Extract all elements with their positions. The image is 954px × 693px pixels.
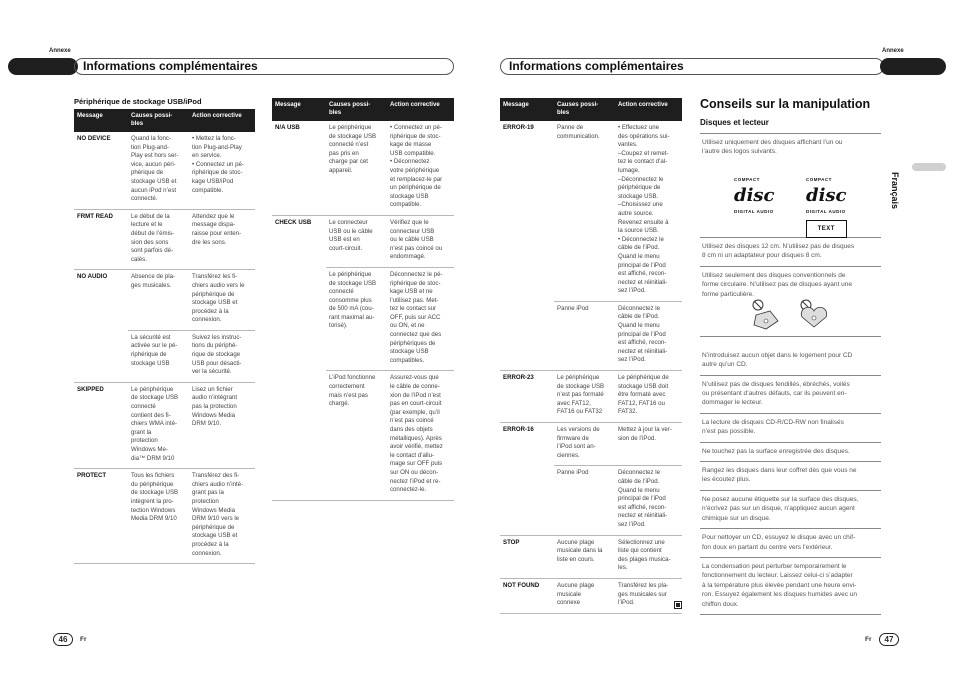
message-cell: STOP <box>500 535 554 578</box>
disques-subtitle: Disques et lecteur <box>700 118 769 127</box>
col-header-action: Action corrective <box>387 98 454 121</box>
side-language-label: Français <box>890 172 900 210</box>
col-header-message: Message <box>500 98 554 121</box>
conseil-item: Ne posez aucune étiquette sur la surface des disques, n’écrivez pas sur un disque, n’appliquez aucun agent chimique sur un disque. <box>700 491 881 529</box>
cause-cell: Panne de communication. <box>554 121 615 301</box>
table-row <box>74 209 255 270</box>
message-cell: ERROR-23 <box>500 371 554 423</box>
action-cell: Attendez que le message dispa- raisse pour enten- dre les sons. <box>189 209 255 270</box>
compact-disc-text-logo <box>806 172 847 238</box>
message-cell: N/A USB <box>272 121 326 215</box>
table-row <box>74 382 255 468</box>
cause-cell: Absence de pla- ges musicales. <box>128 270 189 331</box>
cause-cell: Aucune plage musicale dans la liste en cours. <box>554 535 615 578</box>
cause-cell: Le périphérique de stockage USB connecté contient des fi- chiers WMA inté- grant la protection Windows Me- dia™ DRM 9/10 <box>128 382 189 468</box>
message-cell <box>272 267 326 371</box>
table-row <box>500 466 682 535</box>
logo-compact-text: COMPACT <box>734 177 760 182</box>
cause-cell: Le périphérique de stockage USB n’est pas formaté avec FAT12, FAT16 ou FAT32 <box>554 371 615 423</box>
conseil-text: Utilisez uniquement des disques affichant l’un ou l’autre des logos suivants. <box>702 139 843 156</box>
action-cell: Assurez-vous que le câble de conne- xion de l’iPod n’est pas en court-circuit (par exemple, qu’il n’est pas coincé dans des objets métalliques). Après avoir vérifié, mettez le contact d’allu- mage sur OFF puis sur ON ou décon- nectez l’iPod et re- connectez-le. <box>387 371 454 500</box>
table-row <box>500 423 682 466</box>
table-row <box>500 371 682 423</box>
table-row <box>272 121 454 215</box>
conseil-item: La condensation peut perturber temporairement le fonctionnement du lecteur. Laissez celui-ci s’adapter à la température plus élevée pendant une heure envi- ron. Essuyez également les disques humides avec un chiffon doux. <box>700 558 881 615</box>
message-cell <box>74 330 128 382</box>
lang-code-left: Fr <box>80 636 87 643</box>
conseil-item: La lecture de disques CD-R/CD-RW non finalisés n’est pas possible. <box>700 414 881 443</box>
usb-error-table-1 <box>74 109 255 564</box>
compact-disc-logo <box>734 172 775 220</box>
logo-digital-audio-text: DIGITAL AUDIO <box>806 209 846 214</box>
conseil-item: Ne touchez pas la surface enregistrée des disques. <box>700 443 881 462</box>
col-header-causes: Causes possi- bles <box>326 98 387 121</box>
action-cell: Déconnectez le câble de l’iPod. Quand le menu principal de l’iPod est affiché, recon- nectez et réinitiali- sez l’iPod. <box>615 301 682 370</box>
cause-cell: Panne iPod <box>554 466 615 535</box>
logo-text-box: TEXT <box>806 220 847 238</box>
conseil-item: Utilisez des disques 12 cm. N’utilisez pas de disques 8 cm ni un adaptateur pour disques 8 cm. <box>700 238 881 267</box>
col-header-causes: Causes possi- bles <box>128 109 189 132</box>
logo-digital-audio-text: DIGITAL AUDIO <box>734 209 774 214</box>
conseil-item <box>700 267 881 337</box>
action-cell: Mettez à jour la ver- sion de l’iPod. <box>615 423 682 466</box>
col-header-message: Message <box>74 109 128 132</box>
action-cell: Vérifiez que le connecteur USB ou le câble USB n’est pas coincé ou endommagé. <box>387 215 454 267</box>
usb-table-title: Périphérique de stockage USB/iPod <box>74 97 202 106</box>
action-cell: Transférez des fi- chiers audio n’inté- grant pas la protection Windows Media DRM 9/10 vers le périphérique de stockage USB et procédez à la connexion. <box>189 469 255 564</box>
col-header-action: Action corrective <box>189 109 255 132</box>
table-row <box>74 469 255 564</box>
table-row <box>272 371 454 500</box>
action-cell: • Effectuez une des opérations sui- vantes. –Coupez et remet- tez le contact d’al- lumage. –Déconnectez le périphérique de stockage USB. –Choisissez une autre source. Revenez ensuite à la source USB. • Déconnectez le câble de l’iPod. Quand le menu principal de l’iPod est affiché, recon- nectez et réinitiali- sez l’iPod. <box>615 121 682 301</box>
cause-cell: Le périphérique de stockage USB connecté consomme plus de 500 mA (cou- rant maximal au- torisé). <box>326 267 387 371</box>
logo-disc-text: disc <box>734 185 775 206</box>
conseils-list <box>700 133 881 615</box>
action-cell: Déconnectez le pé- riphérique de stoc- kage USB et ne l’utilisez pas. Met- tez le contact sur OFF, puis sur ACC ou ON, et ne connectez que des périphériques de stockage USB compatibles. <box>387 267 454 371</box>
header-tab-left <box>8 58 78 75</box>
usb-error-table-2 <box>272 98 454 501</box>
cause-cell: L’iPod fonctionne correctement mais n’est pas chargé. <box>326 371 387 500</box>
message-cell: NO DEVICE <box>74 132 128 209</box>
message-cell: FRMT READ <box>74 209 128 270</box>
cause-cell: Aucune plage musicale connexe <box>554 578 615 613</box>
action-cell: Lisez un fichier audio n’intégrant pas la protection Windows Media DRM 9/10. <box>189 382 255 468</box>
conseil-item <box>700 134 881 238</box>
action-cell: Le périphérique de stockage USB doit être formaté avec FAT12, FAT16 ou FAT32. <box>615 371 682 423</box>
logo-compact-text: COMPACT <box>806 177 832 182</box>
table-row <box>272 267 454 371</box>
message-cell <box>272 371 326 500</box>
annexe-label-right: Annexe <box>882 48 904 54</box>
language-side-tab <box>912 163 946 171</box>
action-cell: Suivez les instruc- tions du périphé- rique de stockage USB pour désacti- ver la sécurité. <box>189 330 255 382</box>
end-mark-icon <box>674 601 682 609</box>
cause-cell: Quand la fonc- tion Plug-and- Play est hors ser- vice, aucun péri- phérique de stockage USB et aucun iPod n’est connecté. <box>128 132 189 209</box>
message-cell: NOT FOUND <box>500 578 554 613</box>
cause-cell: Le connecteur USB ou le câble USB est en court-circuit. <box>326 215 387 267</box>
table-row <box>74 270 255 331</box>
conseil-text: Utilisez seulement des disques conventionnels de forme circulaire. N’utilisez pas de disques ayant une forme particulière. <box>702 271 852 298</box>
annexe-label-left: Annexe <box>49 48 71 54</box>
cause-cell: Les versions de firmware de l’iPod sont an- ciennes. <box>554 423 615 466</box>
left-section-header: Informations complémentaires <box>74 58 454 75</box>
conseil-item: Rangez les disques dans leur coffret dès que vous ne les écoutez plus. <box>700 462 881 491</box>
table-row <box>500 578 682 613</box>
table-row <box>500 121 682 301</box>
message-cell: ERROR-19 <box>503 124 534 131</box>
cause-cell: La sécurité est activée sur le pé- riphérique de stockage USB <box>128 330 189 382</box>
col-header-message: Message <box>272 98 326 121</box>
table-row <box>74 132 255 209</box>
col-header-causes: Causes possi- bles <box>554 98 615 121</box>
odd-shaped-discs-icon <box>748 297 838 331</box>
action-cell: Transférez les fi- chiers audio vers le périphérique de stockage USB et procédez à la connexion. <box>189 270 255 331</box>
table-row <box>500 301 682 370</box>
action-cell: Sélectionnez une liste qui contient des plages musica- les. <box>615 535 682 578</box>
message-cell: SKIPPED <box>74 382 128 468</box>
page-number-right: 47 <box>879 633 899 646</box>
conseils-title: Conseils sur la manipulation <box>700 97 871 111</box>
message-cell: PROTECT <box>74 469 128 564</box>
action-cell: • Connectez un pé- riphérique de stoc- kage de masse USB compatible. • Déconnectez votre périphérique et remplacez-le par un périphérique de stockage USB compatible. <box>387 121 454 215</box>
cause-cell: Tous les fichiers du périphérique de stockage USB intègrent la pro- tection Windows Media DRM 9/10 <box>128 469 189 564</box>
action-cell: Transférez les pla- ges musicales sur l’iPod. <box>615 578 682 613</box>
right-section-header: Informations complémentaires <box>500 58 884 75</box>
cause-cell: Le périphérique de stockage USB connecté n’est pas pris en charge par cet appareil. <box>326 121 387 215</box>
col-header-action: Action corrective <box>615 98 682 121</box>
logo-disc-text: disc <box>806 185 847 206</box>
page-number-left: 46 <box>53 633 73 646</box>
message-cell: CHECK USB <box>275 218 312 226</box>
message-cell: NO AUDIO <box>77 273 108 281</box>
header-tab-right <box>880 58 946 75</box>
table-row <box>272 215 454 267</box>
message-cell <box>500 466 554 535</box>
table-row <box>500 535 682 578</box>
table-row <box>74 330 255 382</box>
cause-cell: Panne iPod <box>554 301 615 370</box>
conseil-item: N’introduisez aucun objet dans le logement pour CD autre qu’un CD. <box>700 337 881 376</box>
cause-cell: Le début de la lecture et le début de l’émis- sion des sons sont parfois dé- calés. <box>128 209 189 270</box>
message-cell: ERROR-16 <box>503 426 534 433</box>
action-cell: Déconnectez le câble de l’iPod. Quand le menu principal de l’iPod est affiché, recon- nectez et réinitiali- sez l’iPod. <box>615 466 682 535</box>
lang-code-right: Fr <box>865 636 872 643</box>
conseil-item: Pour nettoyer un CD, essuyez le disque avec un chif- fon doux en partant du centre vers l’extérieur. <box>700 529 881 558</box>
action-cell: • Mettez la fonc- tion Plug-and-Play en service. • Connectez un pé- riphérique de stoc- kage USB/iPod compatible. <box>189 132 255 209</box>
message-cell <box>500 301 554 370</box>
usb-error-table-3 <box>500 98 682 614</box>
conseil-item: N’utilisez pas de disques fendillés, ébréchés, voilés ou présentant d’autres défauts, car ils peuvent en- dommager le lecteur. <box>700 376 881 414</box>
